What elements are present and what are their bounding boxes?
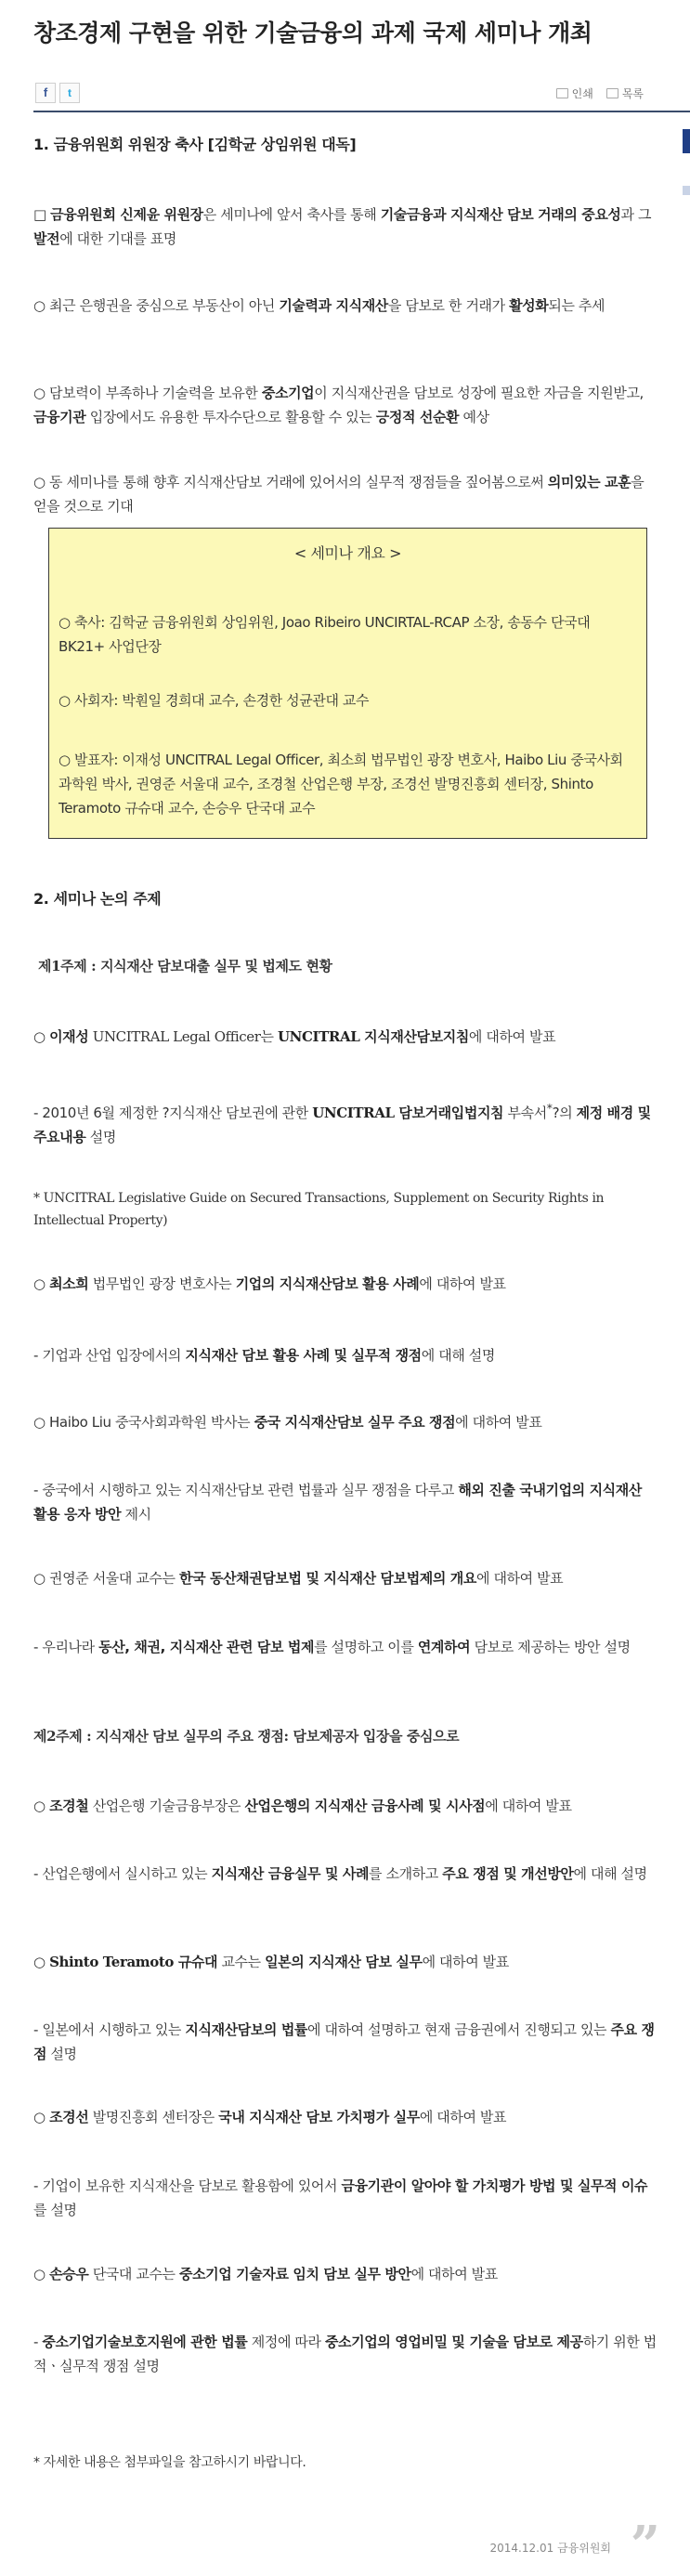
text: 되는 추세 <box>548 297 605 314</box>
text: ○ <box>33 2109 50 2125</box>
text: 에 대해 설명 <box>421 1347 495 1364</box>
text-strong: 금융기관 <box>33 409 86 425</box>
text: - 일본에서 시행하고 있는 <box>33 2021 186 2038</box>
s1-paragraph-3 <box>33 381 657 429</box>
text-strong: 주요 쟁점 <box>33 2021 655 2062</box>
text-strong: 이재성 <box>49 1028 89 1045</box>
list-label: 목록 <box>621 87 644 100</box>
text-strong: 주요 쟁점 및 개선방안 <box>442 1865 574 1882</box>
text: ○ <box>33 1275 50 1292</box>
print-button[interactable] <box>556 85 593 101</box>
text: ○ <box>33 2266 50 2282</box>
text: 교수는 <box>217 1954 266 1970</box>
s2-paragraph-10 <box>33 1794 657 1818</box>
text: ○ <box>33 1028 50 1045</box>
text-strong: 손승우 <box>49 2266 89 2282</box>
print-label: 인쇄 <box>571 87 593 100</box>
text: 을 담보로 한 거래가 <box>387 297 510 314</box>
text: 설명 <box>85 1129 116 1145</box>
text-strong: 금융위원회 신제윤 위원장 <box>50 206 203 223</box>
text: 설명 <box>46 2046 77 2062</box>
text: 에 대해 설명 <box>573 1865 647 1882</box>
text: 에 대하여 발표 <box>422 1954 509 1970</box>
text-strong: 조경철 <box>49 1798 89 1814</box>
text: 에 대하여 발표 <box>419 1275 506 1292</box>
text: ○ 담보력이 부족하나 기술력을 보유한 <box>33 385 262 401</box>
section2-heading: 2. 세미나 논의 주제 <box>33 890 162 908</box>
text: 에 대하여 발표 <box>476 1570 564 1587</box>
text-strong: Shinto Teramoto 규슈대 <box>49 1954 218 1970</box>
text: ○ 권영준 서울대 교수는 <box>33 1570 179 1587</box>
text-strong: 한국 동산채권담보법 및 지식재산 담보법제의 개요 <box>178 1570 476 1587</box>
text: 이 지식재산권을 담보로 성장에 필요한 자금을 지원받고, <box>314 385 644 401</box>
article-tools <box>556 85 644 101</box>
text-strong: UNCITRAL 지식재산담보지침 <box>278 1028 469 1045</box>
text-strong: 의미있는 교훈 <box>547 474 631 490</box>
text: ○ 최근 은행권을 중심으로 부동산이 아닌 <box>33 297 280 314</box>
section1-heading: 1. 금융위원회 위원장 축사 [김학균 상임위원 대독] <box>33 136 357 153</box>
text-strong: 기술금융과 지식재산 담보 거래의 중요성 <box>380 206 621 223</box>
list-button[interactable] <box>606 85 644 101</box>
quote-mark-icon: ” <box>630 2515 660 2576</box>
twitter-icon[interactable]: t <box>59 83 80 103</box>
text: 산업은행 기술금융부장은 <box>88 1798 245 1814</box>
text: - 2010년 6월 제정한 ?지식재산 담보권에 관한 <box>33 1105 313 1121</box>
text: ?의 <box>552 1105 577 1121</box>
text: 법무법인 광장 변호사는 <box>88 1275 236 1292</box>
text: 제정에 따라 <box>247 2334 325 2350</box>
topic1-heading: 제1주제 : 지식재산 담보대출 실무 및 법제도 현황 <box>38 958 332 974</box>
text-strong: 지식재산 금융실무 및 사례 <box>211 1865 370 1882</box>
text-strong: 중국 지식재산담보 실무 주요 쟁점 <box>254 1414 456 1431</box>
text: - 우리나라 <box>33 1639 99 1655</box>
topic2-heading: 제2주제 : 지식재산 담보 실무의 주요 쟁점: 담보제공자 입장을 중심으로 <box>33 1728 460 1745</box>
s2-footnote: * UNCITRAL Legislative Guide on Secured Transactions, Supplement on Security Rights in Intellectual Property) <box>33 1191 605 1228</box>
text-strong: 기업의 지식재산담보 활용 사례 <box>235 1275 420 1292</box>
s2-paragraph-14 <box>33 2105 657 2129</box>
text: ○ <box>33 1798 50 1814</box>
share-buttons <box>35 83 80 103</box>
text-strong: 중소기업 <box>261 385 315 401</box>
footnote-marker: * <box>546 1101 553 1115</box>
text-strong: 지식재산 담보 활용 사례 및 실무적 쟁점 <box>185 1347 422 1364</box>
s2-paragraph-8 <box>33 1566 657 1590</box>
scroll-marker-secondary <box>683 186 690 195</box>
text-strong: 산업은행의 지식재산 금융사례 및 시사점 <box>244 1798 486 1814</box>
text: ○ Haibo Liu 중국사회과학원 박사는 <box>33 1414 254 1431</box>
s2-paragraph-16 <box>33 2262 657 2286</box>
text: 를 설명하고 이를 <box>314 1639 418 1655</box>
text: - 기업이 보유한 지식재산을 담보로 활용함에 있어서 <box>33 2177 342 2194</box>
text: 입장에서도 유용한 투자수단으로 활용할 수 있는 <box>85 409 376 425</box>
s2-paragraph-5 <box>33 1343 657 1367</box>
s2-paragraph-7 <box>33 1478 657 1526</box>
text: - 기업과 산업 입장에서의 <box>33 1347 186 1364</box>
s2-paragraph-15 <box>33 2174 657 2222</box>
scroll-marker <box>683 129 690 153</box>
text-strong: 일본의 지식재산 담보 실무 <box>265 1954 423 1970</box>
box-title: < 세미나 개요 > <box>293 544 402 562</box>
text-strong: 활성화 <box>509 297 549 314</box>
text-strong: 최소희 <box>49 1275 89 1292</box>
text: 과 그 <box>620 206 652 223</box>
text: 부속서 <box>503 1105 547 1121</box>
text-strong: 중소기업기술보호지원에 관한 법률 <box>42 2334 248 2350</box>
s2-paragraph-6 <box>33 1410 657 1434</box>
text: 를 소개하고 <box>369 1865 443 1882</box>
text-strong: 긍정적 선순환 <box>375 409 460 425</box>
text: 에 대하여 발표 <box>468 1028 556 1045</box>
text: 담보로 제공하는 방안 설명 <box>470 1639 631 1655</box>
s2-paragraph-17 <box>33 2330 657 2378</box>
text: 에 대하여 발표 <box>485 1798 572 1814</box>
text: 에 대하여 발표 <box>419 2109 507 2125</box>
text: UNCITRAL Legal Officer는 <box>88 1028 278 1045</box>
s2-paragraph-1 <box>33 1025 657 1049</box>
text: 하기 위한 법적ㆍ실무적 쟁점 설명 <box>33 2334 657 2374</box>
text: 를 설명 <box>33 2202 77 2218</box>
text-strong: 제정 배경 및 주요내용 <box>33 1105 651 1145</box>
text: ○ <box>33 1954 50 1970</box>
text: ○ 동 세미나를 통해 향후 지식재산담보 거래에 있어서의 실무적 쟁점들을 짚어봄으로써 <box>33 474 548 490</box>
text-strong: 지식재산담보의 법률 <box>185 2021 308 2038</box>
text-strong: 연계하여 <box>417 1639 471 1655</box>
s2-paragraph-9 <box>33 1635 657 1659</box>
text-strong: 중소기업 기술자료 임치 담보 실무 방안 <box>179 2266 411 2282</box>
s2-paragraph-4 <box>33 1272 657 1296</box>
list-icon <box>606 88 618 98</box>
s1-paragraph-1 <box>33 203 657 251</box>
text: 발명진흥회 센터장은 <box>88 2109 219 2125</box>
attachment-note: * 자세한 내용은 첨부파일을 참고하시기 바랍니다. <box>33 2455 306 2470</box>
text-strong: 동산, 채권, 지식재산 관련 담보 법제 <box>98 1639 315 1655</box>
text: □ <box>33 206 51 223</box>
print-icon <box>556 88 568 98</box>
text-strong: 해외 진출 국내기업의 지식재산 활용 응자 방안 <box>33 1482 642 1523</box>
s1-paragraph-4 <box>33 470 657 518</box>
text: 을 얻을 것으로 기대 <box>33 474 644 515</box>
facebook-icon[interactable]: f <box>35 83 56 103</box>
text: - 산업은행에서 실시하고 있는 <box>33 1865 212 1882</box>
s2-paragraph-11 <box>33 1862 657 1886</box>
text-strong: UNCITRAL 담보거래입법지침 <box>312 1105 504 1121</box>
text-strong: 금융기관이 알아야 할 가치평가 방법 및 실무적 이슈 <box>341 2177 648 2194</box>
title-divider <box>33 111 690 112</box>
text-strong: 국내 지식재산 담보 가치평가 실무 <box>218 2109 420 2125</box>
text: 은 세미나에 앞서 축사를 통해 <box>202 206 381 223</box>
box-moderator: ○ 사회자: 박훤일 경희대 교수, 손경한 성균관대 교수 <box>59 692 370 709</box>
s2-paragraph-2 <box>33 1096 657 1149</box>
s2-paragraph-12 <box>33 1950 657 1974</box>
text: 에 대하여 발표 <box>410 2266 498 2282</box>
text-strong: 기술력과 지식재산 <box>279 297 388 314</box>
publish-date: 2014.12.01 금융위원회 <box>489 2542 611 2555</box>
box-host: ○ 축사: 김학균 금융위원회 상임위원, Joao Ribeiro UNCIRTAL-RCAP 소장, 송동수 단국대 BK21+ 사업단장 <box>59 614 591 655</box>
article-title: 창조경제 구현을 위한 기술금융의 과제 국제 세미나 개최 <box>33 20 592 46</box>
text-strong: 중소기업의 영업비밀 및 기술을 담보로 제공 <box>324 2334 583 2350</box>
text: 에 대하여 발표 <box>455 1414 542 1431</box>
text-strong: 조경선 <box>49 2109 89 2125</box>
text: - 중국에서 시행하고 있는 지식재산담보 관련 법률과 실무 쟁점을 다루고 <box>33 1482 459 1498</box>
s1-paragraph-2 <box>33 294 657 318</box>
text: 예상 <box>459 409 489 425</box>
text: 제시 <box>121 1506 151 1523</box>
text: 단국대 교수는 <box>88 2266 179 2282</box>
text-strong: 발전 <box>33 230 60 247</box>
box-speakers: ○ 발표자: 이재성 UNCITRAL Legal Officer, 최소희 법무법인 광장 변호사, Haibo Liu 중국사회과학원 박사, 권영준 서울대 교수, 조경철 산업은행 부장, 조경선 발명진흥회 센터장, Shinto Teramoto 규슈대 교수, 손승우 단국대 교수 <box>59 752 623 817</box>
text: 에 대한 기대를 표명 <box>59 230 177 247</box>
seminar-overview-box <box>48 528 647 839</box>
text: - <box>33 2334 43 2350</box>
text: 에 대하여 설명하고 현재 금융권에서 진행되고 있는 <box>307 2021 611 2038</box>
s2-paragraph-13 <box>33 2018 657 2066</box>
